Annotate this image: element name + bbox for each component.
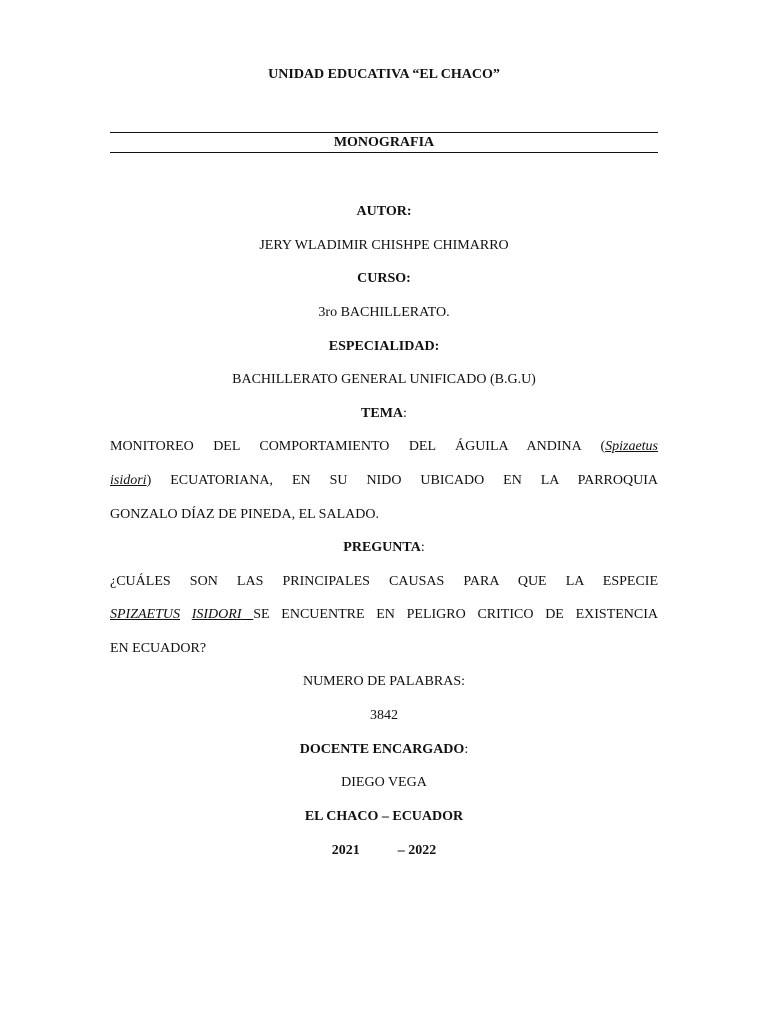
year-end: – 2022 <box>397 843 437 858</box>
question-line-1: ¿CUÁLES SON LAS PRINCIPALES CAUSAS PARA QUE LA ESPECIE <box>110 574 658 589</box>
question-species-epithet: ISIDORI <box>191 607 242 622</box>
question-line-3: EN ECUADOR? <box>110 641 207 656</box>
question-text-2: SE ENCUENTRE EN PELIGRO CRITICO DE EXISTENCIA <box>253 607 659 622</box>
question-colon: : <box>420 540 425 555</box>
title-rule-bottom <box>110 152 658 153</box>
topic-heading <box>110 405 658 423</box>
title-rule-top <box>110 132 658 133</box>
teacher-colon: : <box>464 742 469 757</box>
question-label: PREGUNTA <box>343 540 421 555</box>
location: EL CHACO – ECUADOR <box>304 809 464 824</box>
specialty-label: ESPECIALIDAD: <box>328 339 440 354</box>
topic-line-1 <box>110 438 658 456</box>
course-label: CURSO: <box>357 271 411 286</box>
teacher-label: DOCENTE ENCARGADO <box>299 742 465 757</box>
question-line-2 <box>110 606 658 624</box>
topic-line-2 <box>110 472 658 490</box>
school-years <box>110 842 658 860</box>
topic-text-2: ) ECUATORIANA, EN SU NIDO UBICADO EN LA PARROQUIA <box>146 473 658 488</box>
word-count-label: NUMERO DE PALABRAS: <box>302 674 466 689</box>
species-epithet: isidori <box>110 473 147 488</box>
year-start: 2021 <box>331 843 360 858</box>
topic-label: TEMA <box>361 406 404 421</box>
teacher-name: DIEGO VEGA <box>341 775 427 790</box>
topic-text-1: MONITOREO DEL COMPORTAMIENTO DEL ÁGUILA ANDINA ( <box>110 439 606 454</box>
document-type: MONOGRAFIA <box>333 135 435 150</box>
topic-line-3: GONZALO DÍAZ DE PINEDA, EL SALADO. <box>110 507 379 522</box>
author-name: JERY WLADIMIR CHISHPE CHIMARRO <box>259 238 509 253</box>
course-value: 3ro BACHILLERATO. <box>318 305 450 320</box>
teacher-heading <box>110 741 658 759</box>
school-name: UNIDAD EDUCATIVA “EL CHACO” <box>268 67 500 82</box>
question-species-genus: SPIZAETUS <box>110 607 180 622</box>
specialty-value: BACHILLERATO GENERAL UNIFICADO (B.G.U) <box>232 372 536 387</box>
species-genus: Spizaetus <box>605 439 658 454</box>
topic-colon: : <box>403 406 407 421</box>
author-label: AUTOR: <box>356 204 412 219</box>
word-count-value: 3842 <box>370 708 398 723</box>
question-heading <box>110 539 658 557</box>
